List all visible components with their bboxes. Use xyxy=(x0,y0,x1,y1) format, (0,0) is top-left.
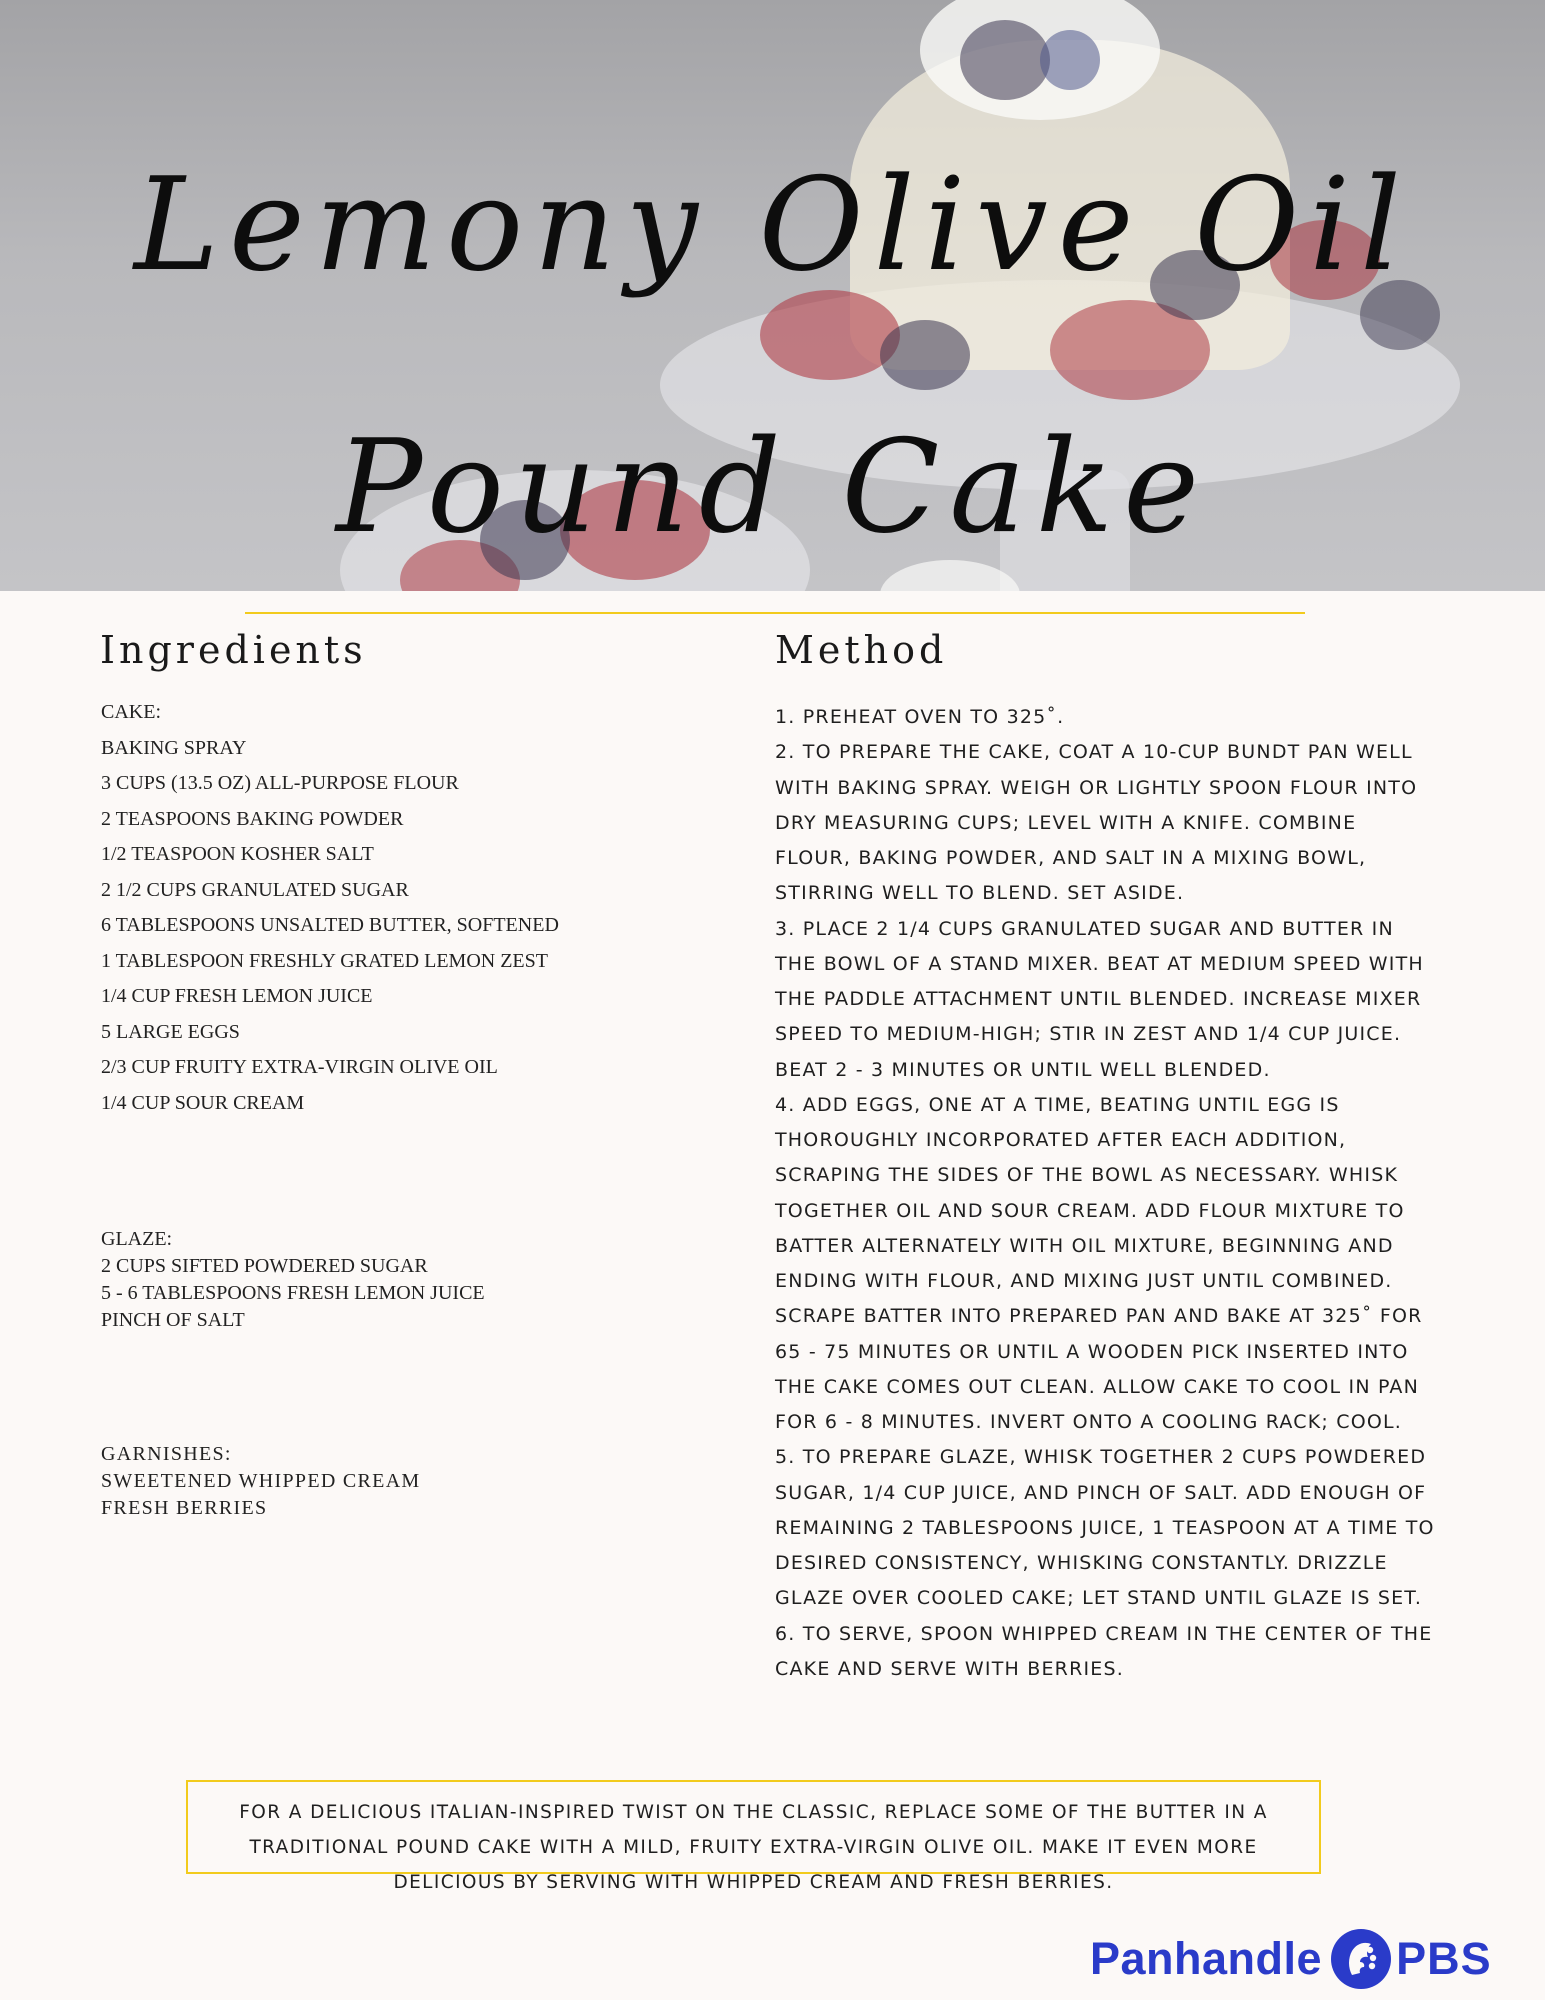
method-line: 4. ADD EGGS, ONE AT A TIME, BEATING UNTIL EGG IS xyxy=(775,1093,1340,1116)
pbs-head-icon xyxy=(1330,1928,1392,1990)
list-item: 3 CUPS (13.5 OZ) ALL-PURPOSE FLOUR xyxy=(101,772,459,794)
method-line: 6. TO SERVE, SPOON WHIPPED CREAM IN THE CENTER OF THE xyxy=(775,1622,1433,1645)
method-line: 2. TO PREPARE THE CAKE, COAT A 10-CUP BUNDT PAN WELL xyxy=(775,741,1413,764)
list-item: 1/4 CUP SOUR CREAM xyxy=(101,1091,305,1114)
method-line: FLOUR, BAKING POWDER, AND SALT IN A MIXING BOWL, xyxy=(775,847,1367,869)
list-item: 1/2 TEASPOON KOSHER SALT xyxy=(101,843,374,865)
method-line: THE BOWL OF A STAND MIXER. BEAT AT MEDIUM SPEED WITH xyxy=(775,952,1424,975)
cake-ingredients-list xyxy=(101,695,701,1121)
note-line: DELICIOUS BY SERVING WITH WHIPPED CREAM AND FRESH BERRIES. xyxy=(393,1872,1114,1893)
glaze-ingredients-list xyxy=(101,1226,701,1334)
method-line: SCRAPING THE SIDES OF THE BOWL AS NECESSARY. WHISK xyxy=(775,1164,1399,1187)
method-line: GLAZE OVER COOLED CAKE; LET STAND UNTIL GLAZE IS SET. xyxy=(775,1587,1423,1610)
method-line: 65 - 75 MINUTES OR UNTIL A WOODEN PICK INSERTED INTO xyxy=(775,1340,1409,1363)
recipe-title xyxy=(0,95,1545,591)
method-line: SPEED TO MEDIUM-HIGH; STIR IN ZEST AND 1/4 CUP JUICE. xyxy=(775,1023,1402,1046)
list-item: 5 - 6 TABLESPOONS FRESH LEMON JUICE xyxy=(101,1282,485,1304)
method-line: WITH BAKING SPRAY. WEIGH OR LIGHTLY SPOON FLOUR INTO xyxy=(775,776,1418,799)
list-item: GARNISHES: xyxy=(101,1443,232,1465)
method-line: THE CAKE COMES OUT CLEAN. ALLOW CAKE TO COOL IN PAN xyxy=(775,1375,1420,1398)
note-line: FOR A DELICIOUS ITALIAN-INSPIRED TWIST ON THE CLASSIC, REPLACE SOME OF THE BUTTER IN A xyxy=(239,1802,1268,1823)
method-line: DRY MEASURING CUPS; LEVEL WITH A KNIFE. COMBINE xyxy=(775,811,1357,834)
method-line: REMAINING 2 TABLESPOONS JUICE, 1 TEASPOON AT A TIME TO xyxy=(775,1516,1435,1539)
berry-shape xyxy=(1040,30,1100,90)
logo-text-pbs: PBS xyxy=(1396,1933,1492,1984)
logo-text-panhandle: Panhandle xyxy=(1090,1933,1323,1984)
hero-photo xyxy=(0,0,1545,591)
note-line: TRADITIONAL POUND CAKE WITH A MILD, FRUITY EXTRA-VIRGIN OLIVE OIL. MAKE IT EVEN MORE xyxy=(249,1837,1258,1858)
method-line: SUGAR, 1/4 CUP JUICE, AND PINCH OF SALT. ADD ENOUGH OF xyxy=(775,1481,1427,1504)
method-line: DESIRED CONSISTENCY, WHISKING CONSTANTLY. DRIZZLE xyxy=(775,1552,1388,1574)
method-line: 5. TO PREPARE GLAZE, WHISK TOGETHER 2 CUPS POWDERED xyxy=(775,1446,1427,1469)
list-item: BAKING SPRAY xyxy=(101,736,247,759)
list-item: 2/3 CUP FRUITY EXTRA-VIRGIN OLIVE OIL xyxy=(101,1056,498,1078)
list-item: 5 LARGE EGGS xyxy=(101,1020,240,1043)
panhandle-pbs-logo xyxy=(1090,1928,1492,1990)
method-line: TOGETHER OIL AND SOUR CREAM. ADD FLOUR MIXTURE TO xyxy=(775,1199,1405,1222)
berry-shape xyxy=(960,20,1050,100)
method-line: BEAT 2 - 3 MINUTES OR UNTIL WELL BLENDED. xyxy=(775,1058,1271,1081)
method-steps xyxy=(775,700,1475,1687)
divider xyxy=(245,612,1305,614)
method-line: BATTER ALTERNATELY WITH OIL MIXTURE, BEGINNING AND xyxy=(775,1234,1394,1257)
list-item: 1 TABLESPOON FRESHLY GRATED LEMON ZEST xyxy=(101,949,548,972)
list-item: GLAZE: xyxy=(101,1228,173,1250)
list-item: 6 TABLESPOONS UNSALTED BUTTER, SOFTENED xyxy=(101,914,559,936)
list-item: 1/4 CUP FRESH LEMON JUICE xyxy=(101,985,373,1007)
method-line: ENDING WITH FLOUR, AND MIXING JUST UNTIL COMBINED. xyxy=(775,1270,1393,1292)
list-item: 2 TEASPOONS BAKING POWDER xyxy=(101,807,404,830)
note-text xyxy=(186,1795,1321,1900)
method-line: STIRRING WELL TO BLEND. SET ASIDE. xyxy=(775,882,1185,905)
method-line: 1. PREHEAT OVEN TO 325˚. xyxy=(775,706,1065,728)
title-line-2: Pound Cake xyxy=(335,413,1210,562)
list-item: FRESH BERRIES xyxy=(101,1497,268,1519)
list-item: 2 1/2 CUPS GRANULATED SUGAR xyxy=(101,878,409,901)
list-item: PINCH OF SALT xyxy=(101,1309,245,1331)
list-item: SWEETENED WHIPPED CREAM xyxy=(101,1470,421,1492)
list-item: CAKE: xyxy=(101,701,161,723)
title-line-1: Lemony Olive Oil xyxy=(134,151,1411,300)
method-line: FOR 6 - 8 MINUTES. INVERT ONTO A COOLING RACK; COOL. xyxy=(775,1411,1403,1433)
method-line: CAKE AND SERVE WITH BERRIES. xyxy=(775,1657,1124,1680)
method-line: THOROUGHLY INCORPORATED AFTER EACH ADDITION, xyxy=(775,1129,1347,1151)
method-heading: Method xyxy=(775,628,948,672)
ingredients-heading: Ingredients xyxy=(100,628,367,672)
method-line: 3. PLACE 2 1/4 CUPS GRANULATED SUGAR AND BUTTER IN xyxy=(775,917,1394,940)
garnishes-list xyxy=(101,1441,701,1522)
list-item: 2 CUPS SIFTED POWDERED SUGAR xyxy=(101,1255,428,1277)
method-line: THE PADDLE ATTACHMENT UNTIL BLENDED. INCREASE MIXER xyxy=(775,988,1422,1010)
method-line: SCRAPE BATTER INTO PREPARED PAN AND BAKE AT 325˚ FOR xyxy=(775,1305,1423,1328)
